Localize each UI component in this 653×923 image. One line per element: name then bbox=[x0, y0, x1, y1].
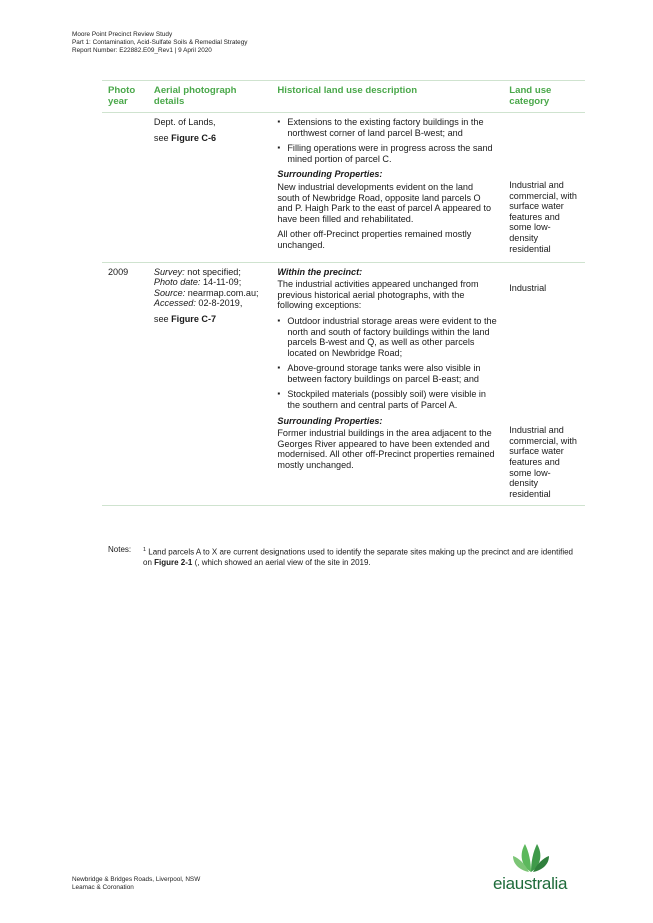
details-figure-ref: see Figure C-6 bbox=[153, 132, 217, 143]
notes-label: Notes: bbox=[108, 545, 132, 554]
within-paragraph: The industrial activities appeared unchanged from previous historical aerial photographs, with the following exceptions: bbox=[277, 279, 479, 311]
surrounding-properties-heading: Surrounding Properties: bbox=[277, 415, 383, 426]
photo-year-cell bbox=[102, 113, 148, 263]
land-use-table bbox=[102, 80, 585, 506]
within-precinct-heading: Within the precinct: bbox=[277, 266, 363, 277]
company-logo bbox=[493, 842, 593, 897]
page-header bbox=[72, 31, 247, 55]
figure-link: Figure 2-1 bbox=[154, 557, 193, 567]
figure-link: Figure C-7 bbox=[171, 313, 217, 324]
surrounding-paragraph: Former industrial buildings in the area adjacent to the Georges River appeared to have been extended and modernised. All other off-Precinct properties remained mostly unchanged. bbox=[277, 428, 495, 471]
aerial-details-cell bbox=[148, 262, 271, 506]
figure-link: Figure C-6 bbox=[171, 132, 217, 143]
list-item: ▪ Outdoor industrial storage areas were evident to the north and south of factory buildings within the land parcels B-west and Q, as well as other parcels located on Newbridge Road; bbox=[287, 316, 497, 358]
leaf-icon bbox=[511, 842, 551, 874]
land-use-category: Industrial and commercial, with surface water features and some low-density residential bbox=[509, 180, 577, 254]
land-use-category: Industrial bbox=[509, 282, 547, 293]
surrounding-paragraph: New industrial developments evident on the land south of Newbridge Road, opposite land parcels O and P. Haigh Park to the east of parcel A appeared to have been filled and rehabilitated. bbox=[277, 181, 492, 224]
details-source: Dept. of Lands, bbox=[153, 117, 216, 127]
category-cell bbox=[503, 262, 585, 506]
header-report-number: Report Number: E22882.E09_Rev1 | 9 April 2020 bbox=[72, 47, 212, 54]
column-header-land-use-category: Land use category bbox=[509, 85, 552, 107]
source-detail: Source: nearmap.com.au; bbox=[153, 287, 259, 298]
surrounding-properties-heading: Surrounding Properties: bbox=[277, 169, 383, 180]
land-use-category: Industrial and commercial, with surface water features and some low-density residential bbox=[509, 425, 577, 499]
footnote-marker: 1 bbox=[143, 547, 147, 553]
footer-location: Newbridge & Bridges Roads, Liverpool, NSW bbox=[72, 876, 201, 883]
category-cell bbox=[503, 113, 585, 263]
list-item: ▪ Above-ground storage tanks were also visible in between factory buildings on parcel B-east; and bbox=[287, 363, 497, 384]
table-row bbox=[102, 262, 585, 506]
bullet-list bbox=[277, 316, 497, 411]
page-footer bbox=[72, 876, 200, 892]
photo-date-detail: Photo date: 14-11-09; bbox=[153, 277, 242, 288]
column-header-land-use-description: Historical land use description bbox=[277, 85, 418, 96]
column-header-aerial-details: Aerial photograph details bbox=[153, 85, 237, 107]
table-notes bbox=[108, 545, 578, 568]
logo-wordmark: eiaustralia bbox=[493, 874, 568, 893]
details-figure-ref: see Figure C-7 bbox=[153, 313, 217, 324]
notes-text: $^1$ Land parcels A to X are current designations used to identify the separate sites making up the precinct and are identified on Figure 2-1 (, which showed an aerial view of the site in 2019. bbox=[143, 547, 573, 567]
table-row bbox=[102, 113, 585, 263]
description-cell bbox=[271, 262, 503, 506]
header-title: Moore Point Precinct Review Study bbox=[72, 31, 173, 38]
accessed-detail: Accessed: 02-8-2019, bbox=[153, 298, 243, 309]
column-header-photo-year: Photo year bbox=[108, 85, 136, 107]
photo-year-cell: 2009 bbox=[108, 266, 129, 277]
survey-detail: Survey: not specified; bbox=[153, 266, 241, 277]
list-item: ▪ Filling operations were in progress across the sand mined portion of parcel C. bbox=[287, 143, 497, 164]
aerial-details-cell bbox=[148, 113, 271, 263]
footer-client: Leamac & Coronation bbox=[72, 884, 134, 891]
table-header-row bbox=[102, 81, 585, 113]
list-item: ▪ Stockpiled materials (possibly soil) were visible in the southern and central parts of Parcel A. bbox=[287, 389, 497, 410]
list-item: ▪ Extensions to the existing factory buildings in the northwest corner of land parcel B-west; and bbox=[287, 117, 497, 138]
description-cell bbox=[271, 113, 503, 263]
surrounding-paragraph: All other off-Precinct properties remained mostly unchanged. bbox=[277, 229, 472, 250]
header-subtitle: Part 1: Contamination, Acid-Sulfate Soils & Remedial Strategy bbox=[72, 39, 248, 46]
bullet-list bbox=[277, 117, 497, 164]
